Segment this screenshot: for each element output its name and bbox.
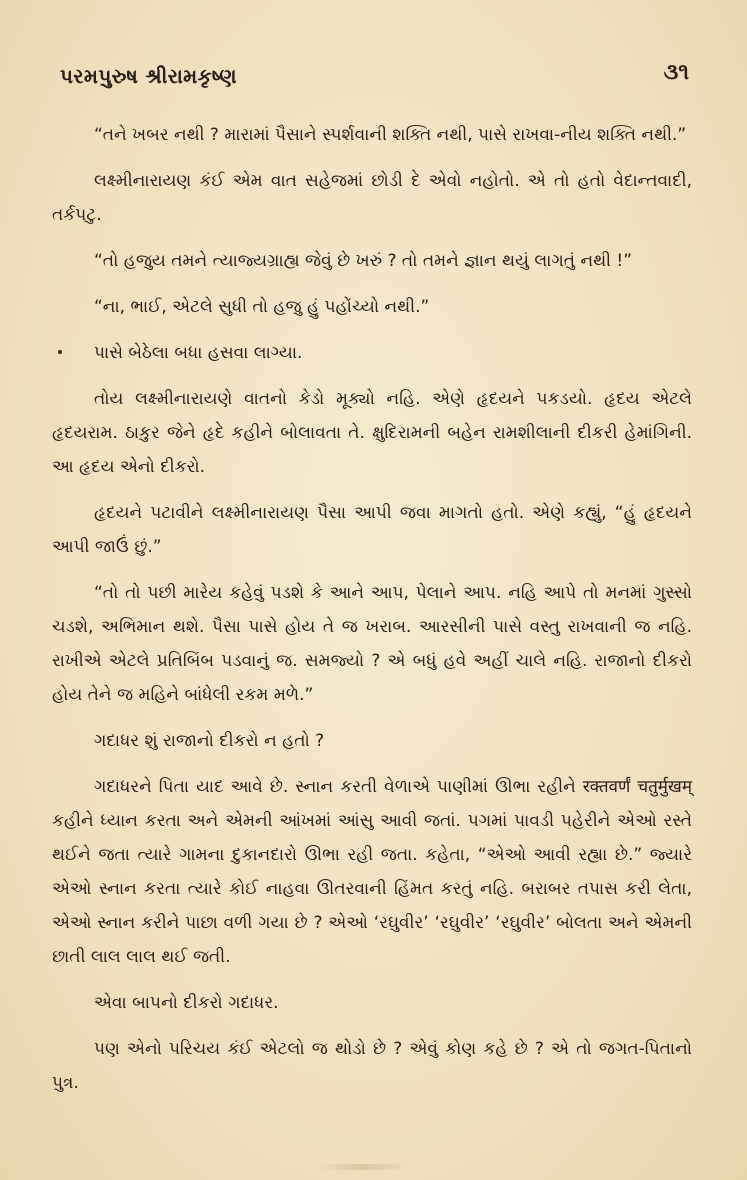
paragraph: ગદાધરને પિતા યાદ આવે છે. સ્નાન કરતી વેળાએ પાણીમાં ઊભા રહીને रक्तवर्णं चतुर्मुखम् કહીને ધ્યાન કરતા અને એમની આંખમાં આંસુ આવી જતાં. પગમાં પાવડી પહેરીને એઓ રસ્તે થઈને જતા ત્યારે ગામના દુકાનદારો ઊભા રહી જતા. કહેતા, “એઓ આવી રહ્યા છે.” જ્યારે એઓ સ્નાન કરતા ત્યારે કોઈ નાહવા ઊતરવાની હિંમત કરતું નહિ. બરાબર તપાસ કરી લેતા, એઓ સ્નાન કરીને પાછા વળી ગયા છે ? એઓ ‘રઘુવીર’ ‘રઘુવીર’ ‘રઘુવીર’ બોલતા અને એમની છાતી લાલ લાલ થઈ જતી. (52, 777, 692, 967)
paragraph: ગદાધર શું રાજાનો દીકરો ન હતો ? (94, 731, 325, 751)
page-number: ૩૧ (663, 60, 689, 85)
paragraph: એવા બાપનો દીકરો ગદાધર. (94, 993, 279, 1013)
paragraph: હૃદયને પટાવીને લક્ષ્મીનારાયણ પૈસા આપી જવા માગતો હતો. એણે કહ્યું, “હું હૃદયને આપી જાઉં છું.” (52, 503, 692, 557)
body-text (52, 118, 692, 1112)
paragraph: લક્ષ્મીનારાયણ કંઈ એમ વાત સહેજમાં છોડી દે એવો નહોતો. એ તો હતો વેદાન્તવાદી, તર્કપટુ. (52, 171, 692, 225)
paragraph: “તને ખબર નથી ? મારામાં પૈસાને સ્પર્શવાની શક્તિ નથી, પાસે રાખવા-નીય શક્તિ નથી.” (94, 125, 687, 145)
print-smudge (318, 1164, 408, 1170)
paragraph: “ના, ભાઈ, એટલે સુધી તો હજુ હું પહોંચ્યો નથી.” (94, 297, 430, 317)
paragraph: “તો હજુય તમને ત્યાજ્યગ્રાહ્ય જેવું છે ખરું ? તો તમને જ્ઞાન થયું લાગતું નથી !” (94, 251, 633, 271)
running-title: પરમપુરુષ શ્રીરામકૃષ્ણ (60, 64, 237, 88)
paragraph: પણ એનો પરિચય કંઈ એટલો જ થોડો છે ? એવું કોણ કહે છે ? એ તો જગત-પિતાનો પુત્ર. (52, 1039, 692, 1093)
paragraph: “તો તો પછી મારેય કહેવું પડશે કે આને આપ, પેલાને આપ. નહિ આપે તો મનમાં ગુસ્સો ચડશે, અભિમાન થશે. પૈસા પાસે હોય તે જ ખરાબ. આરસીની પાસે વસ્તુ રાખવાની જ નહિ. રાખીએ એટલે પ્રતિબિંબ પડવાનું જ. સમજ્યો ? એ બધું હવે અહીં ચાલે નહિ. રાજાનો દીકરો હોય તેને જ મહિને બાંધેલી રકમ મળે.” (52, 583, 692, 705)
page-header (60, 58, 689, 98)
paragraph: તોય લક્ષ્મીનારાયણે વાતનો કેડો મૂક્યો નહિ. એણે હૃદયને પકડયો. હૃદય એટલે હૃદયરામ. ઠાકુર જેને હૃદે કહીને બોલાવતા તે. ક્ષુદિરામની બહેન રામશીલાની દીકરી હેમાંગિની. આ હૃદય એનો દીકરો. (52, 389, 692, 477)
paragraph: પાસે બેઠેલા બધા હસવા લાગ્યા. (94, 343, 303, 363)
